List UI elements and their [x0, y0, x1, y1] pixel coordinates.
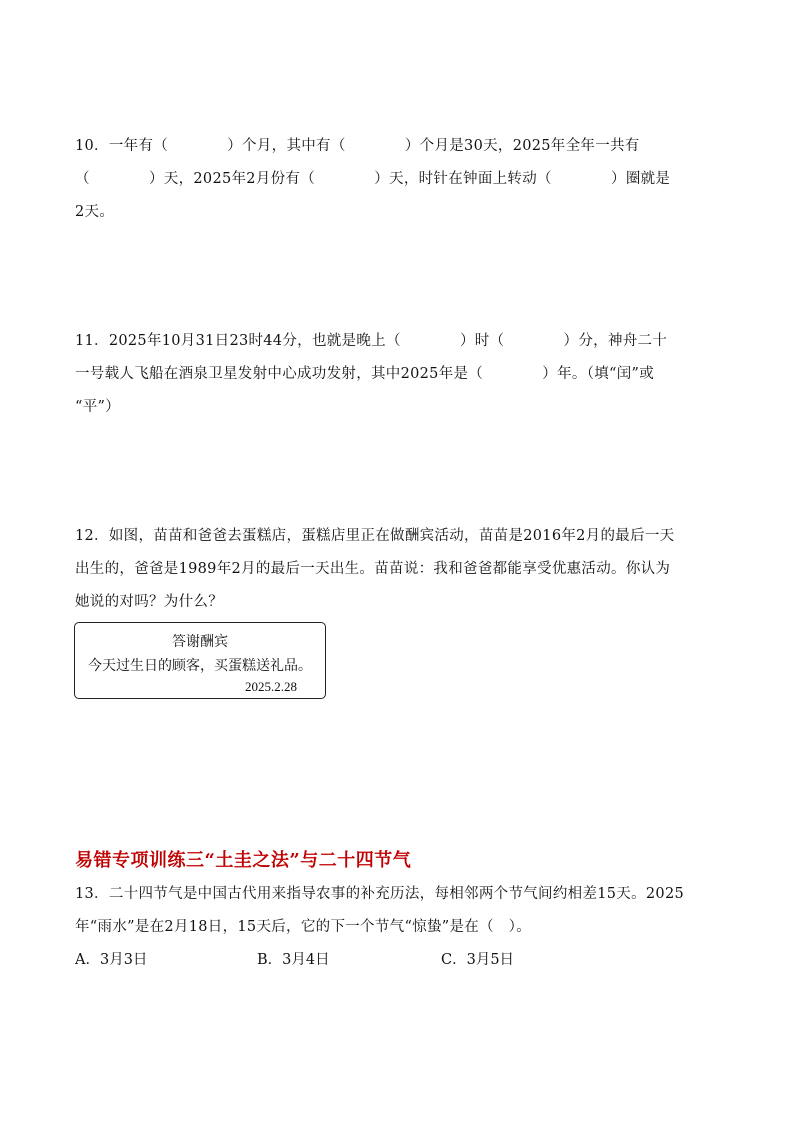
option-b: B．3月4日	[257, 952, 330, 968]
q12-line-3: 她说的对吗？为什么？	[75, 594, 223, 610]
option-c: C．3月5日	[441, 952, 515, 968]
notice-date: 2025.2.28	[245, 679, 297, 694]
q11-line-1: 11．2025年10月31日23时44分，也就是晚上（ ）时（ ）分，神舟二十	[75, 333, 668, 349]
q11-line-2: 一号载人飞船在酒泉卫星发射中心成功发射，其中2025年是（ ）年。（填“闰”或	[75, 366, 655, 382]
q11-line-3: “平”）	[75, 399, 121, 415]
section-heading: 易错专项训练三“土圭之法”与二十四节气	[75, 850, 412, 871]
notice-body: 今天过生日的顾客，买蛋糕送礼品。	[88, 658, 312, 674]
notice-title: 答谢酬宾	[172, 634, 228, 650]
q13-line-2: 年“雨水”是在2月18日，15天后，它的下一个节气“惊蛰”是在（ ）。	[75, 919, 532, 935]
q10-line-3: 2天。	[75, 204, 115, 220]
q12-line-1: 12．如图，苗苗和爸爸去蛋糕店，蛋糕店里正在做酬宾活动，苗苗是2016年2月的最后一天	[75, 528, 675, 544]
q13-line-1: 13．二十四节气是中国古代用来指导农事的补充历法，每相邻两个节气间约相差15天。2025	[75, 886, 684, 902]
q12-line-2: 出生的，爸爸是1989年2月的最后一天出生。苗苗说：我和爸爸都能享受优惠活动。你认为	[75, 561, 671, 577]
q10-line-2: （ ）天，2025年2月份有（ ）天，时针在钟面上转动（ ）圈就是	[75, 171, 671, 187]
promotion-notice-box	[74, 622, 326, 699]
option-a: A．3月3日	[75, 952, 148, 968]
q10-line-1: 10．一年有（ ）个月，其中有（ ）个月是30天，2025年全年一共有	[75, 138, 640, 154]
